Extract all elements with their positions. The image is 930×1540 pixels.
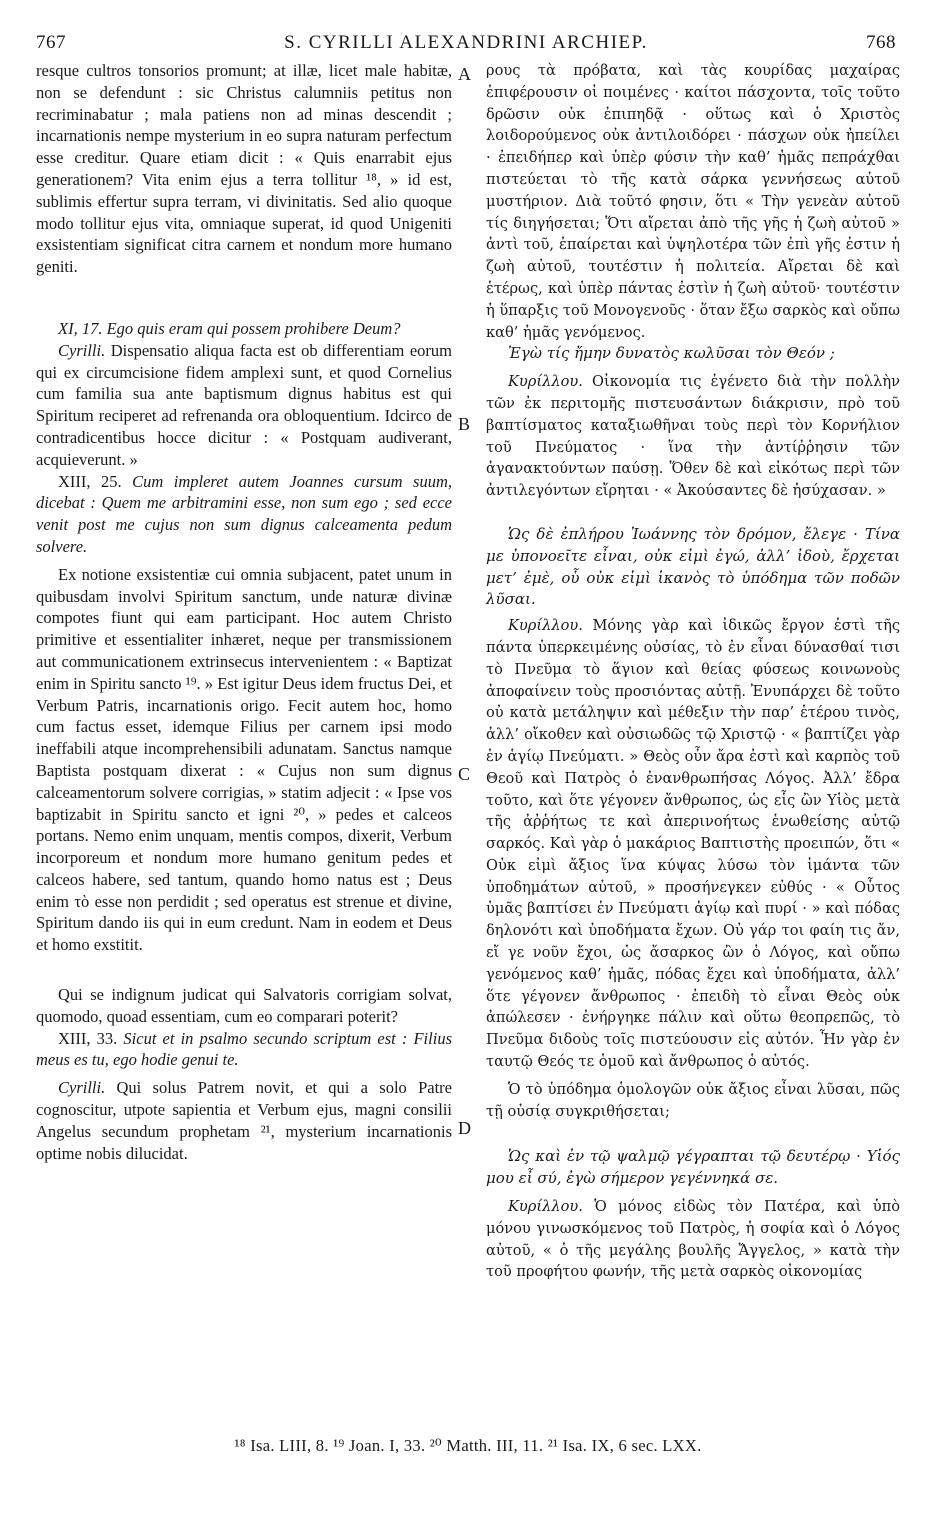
greek-paragraph-1: ρους τὰ πρόβατα, καὶ τὰς κουρίδας μαχαίρας ἐπιφέρουσιν οἱ ποιμένες · καίτοι πάσχοντα, τοῖς τοῦτο δρῶσιν οὐκ ἐπιπηδᾷ · οὕτως καὶ ὁ Χριστὸς λοιδορούμενος οὐκ ἀντιλοιδόρει · πάσχων οὐκ ἠπείλει · ἐπειδήπερ καὶ ὑπὲρ φύσιν τὴν καθ’ ἡμᾶς πεπράχθαι πιστεύεται τὸ τῆς κατὰ σάρκα γεννήσεως αὐτοῦ μυστήριον. Διὰ τοῦτό φησιν, ὅτι « Τὴν γενεὰν αὐτοῦ τίς διηγήσεται; Ὅτι αἴρεται ἀπὸ τῆς γῆς ἡ ζωὴ αὐτοῦ » ἀντὶ τοῦ, ἐπαίρεται καὶ ὑψηλοτέρα τῶν ἐπὶ γῆς ἐστιν ἡ ζωὴ αὐτοῦ, τουτέστιν ἡ πολιτεία. Αἴρεται δὲ καὶ ἑτέρως, καὶ ὑπὲρ πάντας ἐστὶν ἡ ζωὴ αὐτοῦ· τουτέστιν ἡ ὕπαρξις τοῦ Μονογενοῦς · ὅταν ἔξω σαρκὸς καὶ οὔπω καθ’ ἡμᾶς γενόμενος. xyxy=(486,62,900,341)
page-number-left: 767 xyxy=(36,32,66,53)
greek-kyrillou-label: Κυρίλλου. xyxy=(508,373,583,391)
greek-paragraph-3 xyxy=(486,615,900,1073)
greek-kyrillou-label: Κυρίλλου. xyxy=(508,1198,583,1216)
greek-paragraph-4: Ὁ τὸ ὑπόδημα ὁμολογῶν οὐκ ἄξιος εἶναι λῦσαι, πῶς τῇ οὐσίᾳ συγκριθήσεται; xyxy=(486,1080,900,1120)
latin-paragraph-2 xyxy=(36,340,452,471)
running-title: S. CYRILLI ALEXANDRINI ARCHIEP. xyxy=(284,32,648,53)
latin-column xyxy=(36,60,452,1440)
greek-scripture-ref-1: Ἐγὼ τίς ἤμην δυνατὸς κωλῦσαι τὸν Θεόν ; xyxy=(508,344,835,363)
margin-marker-a: A xyxy=(458,64,471,84)
greek-scripture-ref-3: Ὡς καὶ ἐν τῷ ψαλμῷ γέγραπται τῷ δευτέρῳ · Υἱός μου εἶ σύ, ἐγὼ σήμερον γεγέννηκά σε. xyxy=(486,1147,900,1188)
latin-paragraph-5 xyxy=(36,1077,452,1164)
latin-paragraph-4: Qui se indignum judicat qui Salvatoris corrigiam solvat, quomodo, quoad essentiam, cum eo comparari poterit? xyxy=(36,985,452,1026)
latin-cyrilli-label: Cyrilli. xyxy=(58,340,106,360)
latin-ref-3-text: Sicut et in psalmo secundo scriptum est : Filius meus es tu, ego hodie genui te. xyxy=(36,1028,452,1070)
greek-paragraph-5 xyxy=(486,1196,900,1283)
greek-paragraph-2 xyxy=(486,371,900,502)
margin-marker-c: C xyxy=(458,764,471,784)
latin-paragraph-5-text: Qui solus Patrem novit, et qui a solo Patre cognoscitur, utpote sapientia et Verbum ejus, magni consilii Angelus secundum prophetam ²¹, mysterium incarnationis optime nobis dilucidat. xyxy=(36,1078,452,1163)
greek-paragraph-3-text: Μόνης γὰρ καὶ ἰδικῶς ἔργον ἐστὶ τῆς πάντα ὑπερκειμένης οὐσίας, τὸ ἐν εἶναι δύνασθαί τισι τὸ Πνεῦμα τὸ ἅγιον καὶ θείας φύσεως κοινωνοὺς ἀποφαίνειν τοὺς προσιόντας αὐτῇ. Ἐνυπάρχει δὲ τοῦτο οὐ κατὰ μετάληψιν καὶ μέθεξιν τὴν παρ’ ἑτέρου τινὸς, ἀλλ’ οἴκοθεν καὶ οὐσιωδῶς τῷ Χριστῷ · « βαπτίζει γὰρ ἐν ἁγίῳ Πνεύματι. » Θεὸς οὖν ἄρα ἐστὶ καὶ καρπὸς τοῦ Θεοῦ καὶ Πατρὸς ὁ ἐνανθρωπήσας Λόγος. Ἀλλ’ ἔδρα τοῦτο, καὶ ὅτε γέγονεν ἄνθρωπος, ὡς εἷς ὢν Υἱὸς μετὰ τῆς ἀῤῥήτως τε καὶ ἀπερινοήτως ἑνωθείσης αὐτῷ σαρκός. Καὶ γὰρ ὁ μακάριος Βαπτιστὴς προειπών, ὅτι « Οὐκ εἰμὶ ἄξιος ἵνα κύψας λύσω τὸν ἱμάντα τῶν ὑποδημάτων αὐτοῦ, » προσήνεγκεν εὐθύς · « Οὗτος ὑμᾶς βαπτίσει ἐν Πνεύματι ἁγίῳ καὶ πυρί · » καὶ πόδας δηλονότι καὶ ὑποδήματα ἔχων. Οὐ γάρ τοι φαίη τις ἄν, εἴ γε νοῦν ἔχοι, ὡς ἄσαρκος ὢν ὁ Λόγος, καὶ οὔπω γενόμενος καθ’ ἡμᾶς, πόδας ἔχει καὶ ὑποδήματα, ἀλλ’ ὅτε γέγονεν ἄνθρωπος · ἐπειδὴ τὸ εἶναι Θεὸς οὐκ ἀπώλεσεν · ἐνήργηκε πάλιν καὶ οὕτω θεοπρεπῶς, τὸ Πνεῦμα διδοὺς τοῖς πιστεύουσιν εἰς αὐτόν. Ἦν γὰρ ἐν ταυτῷ Θεός τε ὁμοῦ καὶ ἄνθρωπος ὁ αὐτός. xyxy=(486,617,900,1071)
footnotes: ¹⁸ Isa. LIII, 8. ¹⁹ Joan. I, 33. ²⁰ Matth. III, 11. ²¹ Isa. IX, 6 sec. LXX. xyxy=(234,1436,702,1455)
greek-scripture-ref-2: Ὡς δὲ ἐπλήρου Ἰωάννης τὸν δρόμον, ἔλεγε · Τίνα με ὑπονοεῖτε εἶναι, οὐκ εἰμὶ ἐγώ, ἀλλ’ ἰδοὺ, ἔρχεται μετ’ ἐμὲ, οὗ οὐκ εἰμὶ ἱκανὸς τὸ ὑπόδημα τῶν ποδῶν λῦσαι. xyxy=(486,524,900,609)
latin-ref-2-text: Cum impleret autem Joannes cursum suum, dicebat : Quem me arbitramini esse, non sum ego ; sed ecce venit post me cujus non sum dignus calceamenta pedum solvere. xyxy=(36,471,453,556)
latin-scripture-ref-1: XI, 17. Ego quis eram qui possem prohibere Deum? xyxy=(58,318,401,338)
latin-ref-2-num: XIII, 25. xyxy=(58,471,122,491)
page-header xyxy=(36,32,896,56)
latin-paragraph-1: resque cultros tonsorios promunt; at illæ, licet male habitæ, non se defendunt : sic Christus calumniis petitus non recriminabatur ; mala patiens non ad minas descendit ; incarnationis nempe mysterium in eo supra naturam perfectum esse creditur. Quare etiam dicit : « Quis enarrabit ejus generationem? Vita enim ejus a terra tollitur ¹⁸, » id est, sublimis effertur supra terram, vi divinitatis. Sed alio quoque modo tollitur ejus vita, omniaque superat, id quod Unigeniti exsistentiam significat citra carnem et nondum more humano geniti. xyxy=(36,61,452,277)
latin-paragraph-3: Ex notione exsistentiæ cui omnia subjacent, patet unum in quibusdam involvi Spiritum sanctum, unde naturæ divinæ compotes fiunt qui eam participant. Hoc autem Christo primitive et essentialiter inhæret, neque per transmissionem aut communicationem extrinsecus intervenientem : « Baptizat enim in Spiritu sancto ¹⁹. » Est igitur Deus idem fructus Dei, et Verbum Patris, incarnationis origo. Fecit autem hoc, homo cum factus esset, idemque Filius per carnem ipsi modo ineffabili atque incomprehensibili adunatam. Sanctus namque Baptista postquam dixerat : « Cujus non sum dignus calceamentorum solvere corrigias, » statim adjecit : « Ipse vos baptizabit in Spiritu sancto et igni ²⁰, » pedes et calceos portans. Nemo enim unquam, mentis compos, dixerit, Verbum incorporeum et nondum more humano genitum pedes et calceos habere, sed tantum, quando homo natus est ; Deus enim τὸ esse non perdidit ; sed operatus est strenue et divine, Spiritum dando iis qui in eum credunt. Nam in eodem et Deus et homo exstitit. xyxy=(36,564,452,955)
latin-scripture-ref-3 xyxy=(36,1028,452,1072)
latin-ref-3-num: XIII, 33. xyxy=(58,1028,118,1048)
latin-paragraph-2-text: Dispensatio aliqua facta est ob differentiam eorum qui ex circumcisione fidem amplexi sunt, et quod Cornelius cum familia sua ante baptismum dignus habitus est qui Spiritum reciperet ad refrenanda ora obloquentium. Idcirco de contradicentibus hocce dicitur : « Postquam audiverant, acquieverunt. » xyxy=(36,340,452,469)
latin-scripture-ref-2 xyxy=(36,471,452,558)
margin-marker-b: B xyxy=(458,414,471,434)
greek-paragraph-2-text: Οἰκονομία τις ἐγένετο διὰ τὴν πολλὴν τῶν ἐκ περιτομῆς πιστευσάντων διάκρισιν, πρὸ τοῦ βαπτίσματος καταξιωθῆναι τοὺς περὶ τὸν Κορνήλιον τοῦ Πνεύματος · ἵνα τὴν ἀντίῤῥησιν τῶν ἀγανακτούντων παύσῃ. Ὅθεν δὲ καὶ εἰκότως περὶ τῶν ἀντιλεγόντων εἴρηται · « Ἀκούσαντες δὲ ἡσύχασαν. » xyxy=(486,373,900,500)
greek-paragraph-5-text: Ὁ μόνος εἰδὼς τὸν Πατέρα, καὶ ὑπὸ μόνου γινωσκόμενος τοῦ Πατρὸς, ἡ σοφία καὶ ὁ Λόγος αὐτοῦ, « ὁ τῆς μεγάλης βουλῆς Ἄγγελος, » κατὰ τὴν τοῦ προφήτου φωνήν, τῆς μετὰ σαρκὸς οἰκονομίας xyxy=(486,1198,900,1281)
page-number-right: 768 xyxy=(866,32,896,53)
latin-cyrilli-label: Cyrilli. xyxy=(58,1078,106,1098)
greek-column xyxy=(486,60,900,1440)
greek-kyrillou-label: Κυρίλλου. xyxy=(508,617,583,635)
margin-marker-d: D xyxy=(458,1118,471,1138)
